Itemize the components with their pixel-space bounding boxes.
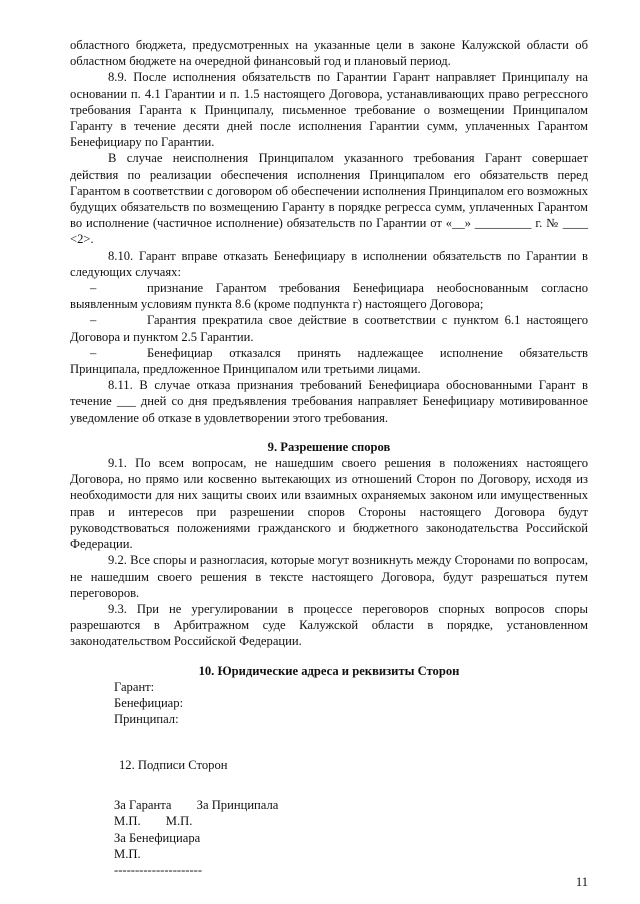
section-heading-9: 9. Разрешение споров — [267, 439, 391, 454]
paragraph-9-1: 9.1. По всем вопросам, не нашедшим своего решения в положениях настоящего Договора, но прямо или косвенно вытекающих из отношений Сторон по Договору, исходя из необходимости для них защиты своих или взаимных охраняемых законом или имущественных прав и интересов при разрешении споров Стороны настоящего Договора будут руководствоваться положениями гражданского и бюджетного законодательства Российской Федерации. — [70, 456, 588, 552]
separator-line: --------------------- — [114, 863, 203, 878]
requisites-beneficiary: Бенефициар: — [114, 695, 184, 710]
spacer — [114, 773, 414, 786]
list-item-text: Бенефициар отказался принять надлежащее исполнение обязательств Принципала, предложенное Принципалом или третьими лицами. — [70, 345, 588, 377]
list-item — [70, 312, 588, 344]
paragraph-9-3: 9.3. При не урегулировании в процессе переговоров спорных вопросов споры разрешаются в Арбитражном суде Калужской области в порядке, установленном законодательством Российской Федерации. — [70, 601, 588, 649]
paragraph-8-9: 8.9. После исполнения обязательств по Гарантии Гарант направляет Принципалу на основании п. 4.1 Гарантии и п. 1.5 настоящего Договора, устанавливающих право регрессного требования Гаранта к Принципалу, письменное требование о возмещении Принципалом Гаранту в течение десяти дней после исполнения Гарантии сумм, уплаченных Гарантом Бенефициару по Гарантии. — [70, 70, 588, 150]
paragraph-8-11: 8.11. В случае отказа признания требований Бенефициара обоснованными Гарант в течение ___ дней со дня предъявления требования направляет Бенефициару мотивированное уведомление об отказе в удовлетворении этого требования. — [70, 378, 588, 425]
list-item-text: Гарантия прекратила свое действие в соответствии с пунктом 6.1 настоящего Договора и пунктом 2.5 Гарантии. — [70, 313, 588, 344]
signatures-block — [114, 757, 414, 878]
page-number: 11 — [575, 875, 588, 889]
dash-marker: – — [90, 313, 97, 328]
spacer — [70, 650, 588, 663]
section-heading-10: 10. Юридические адреса и реквизиты Сторон — [198, 663, 460, 678]
stamp-line-beneficiary: М.П. — [114, 846, 141, 861]
document-body — [70, 37, 588, 727]
signature-line-beneficiary: За Бенефициара — [114, 830, 201, 845]
requisites-guarantor: Гарант: — [114, 679, 155, 694]
signatures-title: 12. Подписи Сторон — [119, 758, 228, 772]
list-item-text: признание Гарантом требования Бенефициара необоснованным согласно выявленным условиям пункта 8.6 (кроме подпункта г) настоящего Договора; — [70, 281, 588, 312]
paragraph-continuation: областного бюджета, предусмотренных на указанные цели в законе Калужской области об областном бюджете на очередной финансовый год и плановый период. — [70, 38, 588, 69]
paragraph-8-9-nonperformance: В случае неисполнения Принципалом указанного требования Гарант совершает действия по реализации обеспечения исполнения Принципалом его обязательств перед Гарантом в соответствии с договором об обеспечении исполнения Принципалом его возможных будущих обязательств по возмещению Гаранту в порядке регресса сумм, уплаченных Гарантом во исполнение (частичное исполнение) обязательств по Гарантии от «__» _________ г. № ____ <2>. — [70, 151, 588, 247]
signature-line-guarantor-principal: За Гаранта За Принципала — [114, 798, 279, 813]
list-item — [70, 345, 588, 377]
list-item — [70, 280, 588, 312]
spacer — [114, 786, 414, 797]
paragraph-8-10: 8.10. Гарант вправе отказать Бенефициару в исполнении обязательств по Гарантии в следующих случаях: — [70, 248, 588, 279]
dash-marker: – — [90, 345, 97, 360]
spacer — [70, 426, 588, 439]
paragraph-9-2: 9.2. Все споры и разногласия, которые могут возникнуть между Сторонами по вопросам, не нашедшим своего решения в тексте настоящего Договора, будут разрешаться путем переговоров. — [70, 553, 588, 600]
dash-marker: – — [90, 281, 97, 296]
requisites-principal: Принципал: — [114, 712, 179, 727]
stamp-line: М.П. М.П. — [114, 814, 193, 829]
